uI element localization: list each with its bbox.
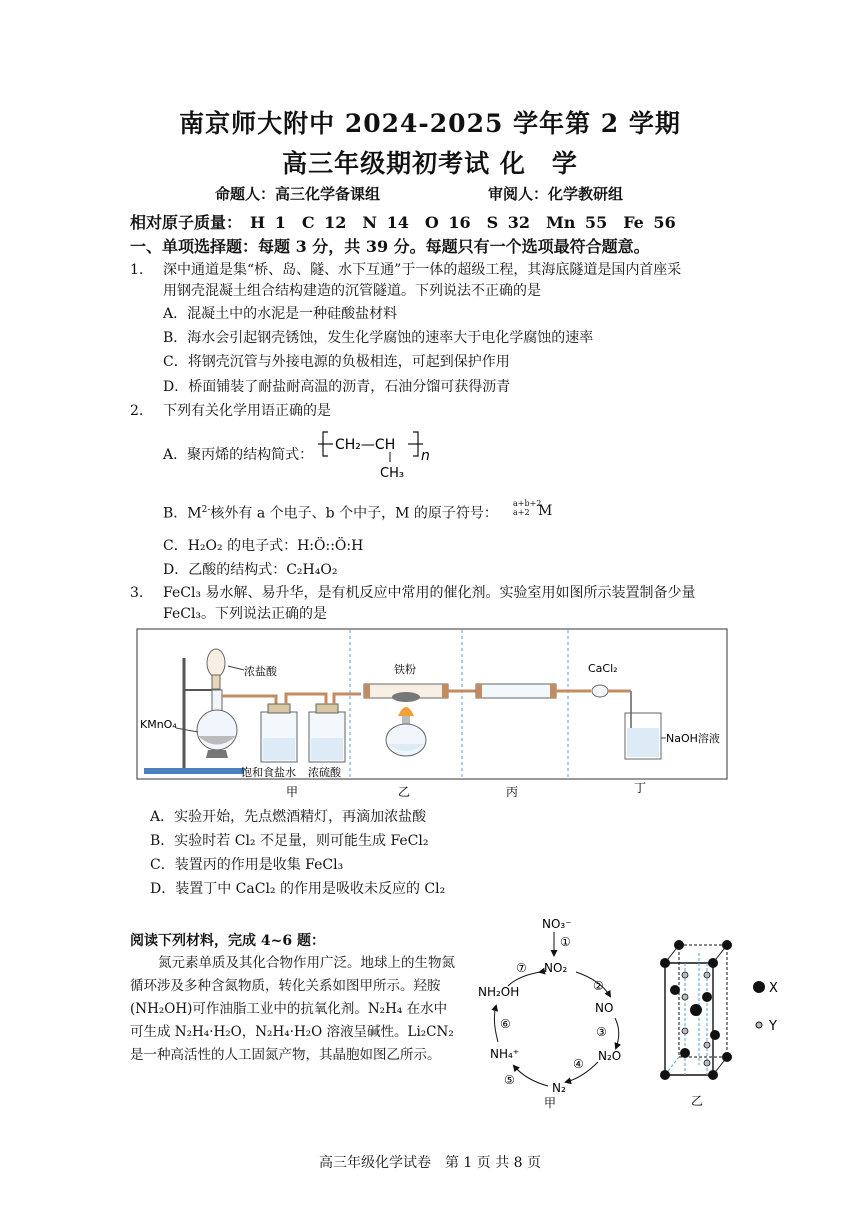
no2-label: NO₂ (544, 961, 568, 975)
label-brine: 饱和食盐水 (241, 766, 296, 779)
question-number: 2. (130, 403, 144, 419)
diagram-label-jia: 甲 (544, 1096, 557, 1110)
formula-main: CH₂—CH (335, 437, 396, 453)
option-b (163, 499, 498, 525)
label-ding: 丁 (634, 781, 647, 795)
question-stem: 下列有关化学用语正确的是 (163, 403, 331, 419)
stand-base (144, 768, 244, 774)
fecl3-apparatus-figure (136, 628, 728, 803)
label-yi: 乙 (398, 785, 411, 799)
step-3: ③ (596, 1025, 607, 1039)
mass-number: a+b+2 (513, 499, 542, 508)
formula-branch: CH₃ (380, 466, 405, 481)
option-c-text: C．H₂O₂ 的电子式： (163, 538, 298, 554)
legend-y: Y (769, 1019, 777, 1034)
question-stem-line: 深中通道是集“桥、岛、隧、水下互通”于一体的超级工程，其海底隧道是国内首座采 (163, 262, 682, 278)
crystal-cell-diagram (655, 935, 795, 1110)
question-stem-line: FeCl₃ 易水解、易升华，是有机反应中常用的催化剂。实验室用如图所示装置制备少量 (163, 585, 696, 601)
nuclide-symbol: M (538, 503, 553, 519)
exam-school-title: 南京师大附中 2024-2025 学年第 2 学期 (179, 109, 681, 138)
step-7: ⑦ (516, 961, 527, 975)
option-b-pre: B．M (163, 505, 202, 522)
question-number: 3. (130, 585, 144, 601)
label-hcl: 浓盐酸 (244, 665, 277, 678)
question-stem-line: FeCl₃。下列说法正确的是 (163, 606, 328, 622)
step-2: ② (593, 979, 604, 993)
no-label: NO (595, 1001, 614, 1015)
option-a: A．聚丙烯的结构简式： (163, 447, 314, 463)
no3-label: NO₃⁻ (542, 917, 572, 931)
option-c: C．装置丙的作用是收集 FeCl₃ (150, 857, 344, 873)
reviewer-line: 审阅人：化学教研组 (488, 185, 624, 203)
option-b-text: 核外有 a 个电子、b 个中子，M 的原子符号： (210, 505, 498, 522)
option-b: B．实验时若 Cl₂ 不足量，则可能生成 FeCl₂ (150, 833, 429, 849)
section-heading: 一、单项选择题：每题 3 分，共 39 分。每题只有一个选项最符合题意。 (130, 237, 650, 256)
reading-body: 氮元素单质及其化合物作用广泛。地球上的生物氮循环涉及多种含氮物质，转化关系如图甲所示。羟胺(NH₂OH)可作油脂工业中的抗氧化剂。N₂H₄ 在水中可生成 N₂H₄·H₂O，N₂H₄·H₂O 溶液呈碱性。Li₂CN₂ 是一种高活性的人工固氮产物，其晶胞如图乙所示。 (130, 955, 455, 1063)
nh4-label: NH₄⁺ (490, 1047, 520, 1061)
step-6: ⑥ (500, 1017, 511, 1031)
electron-formula: H:Ö::Ö:H (297, 538, 364, 554)
label-cacl2: CaCl₂ (588, 662, 618, 675)
n2o-label: N₂O (598, 1049, 622, 1063)
diagram-label-yi: 乙 (691, 1094, 704, 1108)
label-kmno4: KMnO₄ (140, 718, 177, 731)
step-1: ① (560, 935, 571, 949)
exam-subject-title: 高三年级期初考试 化 学 (282, 149, 578, 178)
step-5: ⑤ (504, 1073, 515, 1087)
label-naoh: NaOH溶液 (666, 732, 720, 745)
nitrogen-cycle-diagram (470, 910, 640, 1110)
option-c: C．将钢壳沉管与外接电源的负极相连，可起到保护作用 (163, 354, 510, 370)
label-bing: 丙 (506, 785, 519, 799)
option-b: B．海水会引起钢壳锈蚀，发生化学腐蚀的速率大于电化学腐蚀的速率 (163, 330, 594, 346)
option-d: D．乙酸的结构式：C₂H₄O₂ (163, 562, 338, 578)
label-iron: 铁粉 (394, 663, 416, 676)
formula-n: n (421, 448, 430, 464)
ion-charge: 2- (201, 505, 211, 515)
option-d: D．装置丁中 CaCl₂ 的作用是吸收未反应的 Cl₂ (150, 881, 446, 897)
legend-x: X (769, 981, 778, 996)
polypropylene-formula (318, 424, 438, 484)
page-footer: 高三年级化学试卷 第 1 页 共 8 页 (318, 1155, 542, 1171)
question-stem-line: 用钢壳混凝土组合结构建造的沉管隧道。下列说法不正确的是 (163, 283, 541, 299)
reading-heading: 阅读下列材料，完成 4~6 题： (130, 933, 325, 949)
atomic-masses: 相对原子质量： H 1 C 12 N 14 O 16 S 32 Mn 55 Fe 56 (130, 213, 676, 232)
atomic-number: a+2 (513, 508, 530, 517)
option-c (163, 535, 363, 557)
label-h2so4: 浓硫酸 (308, 766, 341, 779)
nh2oh-label: NH₂OH (478, 985, 520, 999)
label-jia: 甲 (286, 785, 299, 799)
question-number: 1. (130, 262, 144, 278)
author-line: 命题人：高三化学备课组 (215, 185, 381, 203)
step-4: ④ (573, 1057, 584, 1071)
n2-label: N₂ (552, 1081, 566, 1095)
option-a: A．混凝土中的水泥是一种硅酸盐材料 (163, 306, 398, 322)
option-d: D．桥面铺装了耐盐耐高温的沥青，石油分馏可获得沥青 (163, 379, 511, 395)
option-a: A．实验开始，先点燃酒精灯，再滴加浓盐酸 (150, 809, 427, 825)
